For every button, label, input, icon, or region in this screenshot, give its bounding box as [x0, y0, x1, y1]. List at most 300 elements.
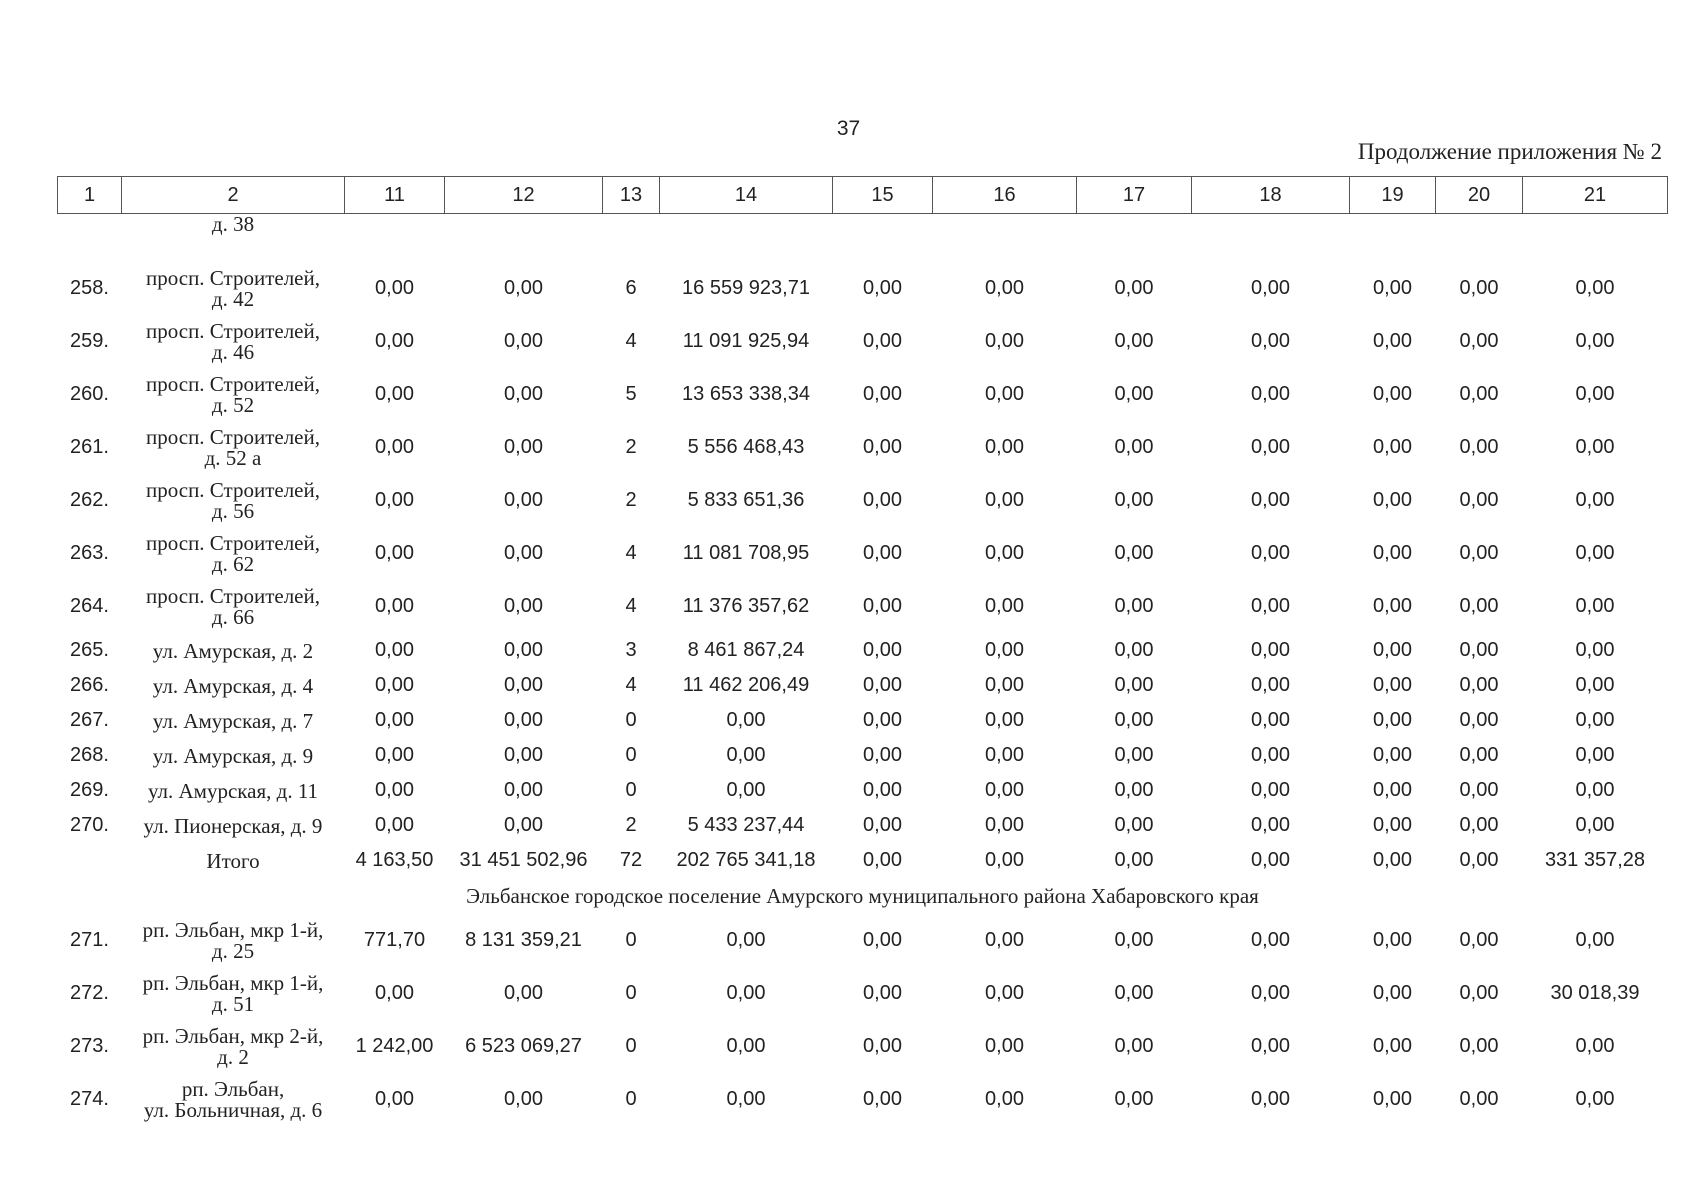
value-cell: 8 131 359,21 [465, 929, 582, 951]
value-cell: 2 [625, 489, 637, 511]
value-cell: 0,00 [1459, 1035, 1499, 1057]
value-cell: 0,00 [1575, 277, 1615, 299]
value-cell: 0,00 [1459, 595, 1499, 617]
value-cell: 0,00 [1114, 779, 1154, 801]
value-cell: 0,00 [1251, 814, 1290, 836]
value-cell: 0,00 [1251, 709, 1290, 731]
value-cell: 0,00 [985, 929, 1024, 951]
address-line: ул. Пионерская, д. 9 [143, 813, 323, 838]
total-value-cell: 0,00 [985, 849, 1024, 871]
value-cell: 13 653 338,34 [682, 383, 810, 405]
value-cell: 30 018,39 [1550, 982, 1640, 1004]
address-line: ул. Больничная, д. 6 [143, 1097, 323, 1122]
value-cell: 0,00 [375, 639, 414, 661]
value-cell: 0,00 [1251, 436, 1290, 458]
value-cell: 0,00 [863, 639, 902, 661]
value-cell: 0,00 [504, 595, 543, 617]
value-cell: 0,00 [1575, 595, 1615, 617]
value-cell: 0,00 [1459, 542, 1499, 564]
total-value-cell: 72 [619, 849, 643, 871]
table-row [58, 421, 1668, 474]
value-cell: 0,00 [375, 674, 414, 696]
value-cell: 3 [625, 639, 637, 661]
value-cell: 0,00 [504, 779, 543, 801]
value-cell: 0,00 [1575, 436, 1615, 458]
value-cell: 0,00 [1459, 779, 1499, 801]
value-cell: 11 376 357,62 [682, 595, 810, 617]
address-cell [122, 315, 345, 368]
value-cell: 2 [625, 814, 637, 836]
table-row [58, 527, 1668, 580]
value-cell: 0,00 [375, 709, 414, 731]
value-cell: 0,00 [1373, 744, 1412, 766]
value-cell: 5 433 237,44 [687, 814, 805, 836]
column-header: 17 [1077, 177, 1192, 214]
value-cell: 0,00 [1459, 277, 1499, 299]
value-cell: 0,00 [1373, 436, 1412, 458]
address-cell [122, 668, 345, 703]
value-cell: 0,00 [1251, 542, 1290, 564]
total-value-cell: 4 163,50 [355, 849, 434, 871]
value-cell: 0,00 [375, 436, 414, 458]
table-row [58, 808, 1668, 843]
address-cell [122, 262, 345, 315]
value-cell: 0,00 [504, 1088, 543, 1110]
row-number: 260. [70, 383, 109, 405]
row-number: 262. [70, 489, 109, 511]
value-cell: 0,00 [1114, 595, 1154, 617]
value-cell: 0,00 [863, 929, 902, 951]
address-cell [122, 633, 345, 668]
value-cell: 0,00 [1251, 1035, 1290, 1057]
value-cell: 0,00 [1251, 779, 1290, 801]
total-value-cell: 31 451 502,96 [459, 849, 588, 871]
table-row [58, 1073, 1668, 1126]
address-line: д. 42 [211, 286, 255, 311]
value-cell: 4 [625, 595, 637, 617]
value-cell: 0,00 [1575, 330, 1615, 352]
address-line: ул. Амурская, д. 2 [152, 638, 314, 663]
table-row [58, 633, 1668, 668]
column-header: 14 [660, 177, 833, 214]
value-cell: 0,00 [1459, 744, 1499, 766]
value-cell: 4 [625, 674, 637, 696]
value-cell: 0,00 [1459, 330, 1499, 352]
row-number: 272. [70, 982, 109, 1004]
value-cell: 0,00 [1373, 779, 1412, 801]
row-number: 268. [70, 744, 109, 766]
value-cell: 0,00 [1114, 814, 1154, 836]
value-cell: 0,00 [375, 277, 414, 299]
value-cell: 0,00 [1114, 674, 1154, 696]
total-value-cell: 331 357,28 [1544, 849, 1646, 871]
value-cell: 0,00 [1114, 383, 1154, 405]
value-cell: 0,00 [1459, 929, 1499, 951]
address-line: д. 2 [217, 1044, 249, 1069]
value-cell: 0,00 [1575, 1088, 1615, 1110]
value-cell: 0,00 [726, 1035, 766, 1057]
row-number: 271. [70, 929, 109, 951]
value-cell: 0,00 [1459, 639, 1499, 661]
value-cell: 0,00 [863, 277, 902, 299]
value-cell: 0,00 [863, 595, 902, 617]
value-cell: 0,00 [504, 383, 543, 405]
row-number: 274. [70, 1088, 109, 1110]
table-row [58, 315, 1668, 368]
value-cell: 0,00 [863, 436, 902, 458]
address-cell: д. 38 [211, 212, 255, 236]
table-row [58, 914, 1668, 967]
row-number: 264. [70, 595, 109, 617]
value-cell: 0,00 [1373, 330, 1412, 352]
value-cell: 0,00 [1575, 814, 1615, 836]
appendix-continuation-heading: Продолжение приложения № 2 [1357, 139, 1662, 164]
value-cell: 0,00 [504, 674, 543, 696]
column-header: 11 [345, 177, 445, 214]
address-line: просп. Строителей, [145, 265, 320, 290]
column-header: 19 [1350, 177, 1436, 214]
value-cell: 0,00 [985, 542, 1024, 564]
value-cell: 0,00 [985, 1088, 1024, 1110]
table-row [58, 1020, 1668, 1073]
value-cell: 0,00 [1459, 383, 1499, 405]
row-number: 265. [70, 639, 109, 661]
row-number: 259. [70, 330, 109, 352]
value-cell: 0,00 [1373, 982, 1412, 1004]
value-cell: 0,00 [985, 383, 1024, 405]
column-header: 13 [603, 177, 660, 214]
value-cell: 0,00 [726, 709, 766, 731]
row-number: 267. [70, 709, 109, 731]
column-header: 12 [445, 177, 603, 214]
table-row [58, 368, 1668, 421]
value-cell: 8 461 867,24 [687, 639, 805, 661]
value-cell: 0,00 [1575, 639, 1615, 661]
value-cell: 5 833 651,36 [687, 489, 805, 511]
value-cell: 0 [625, 982, 637, 1004]
value-cell: 6 [625, 277, 637, 299]
value-cell: 0,00 [863, 383, 902, 405]
value-cell: 0,00 [1575, 542, 1615, 564]
address-cell [122, 368, 345, 421]
value-cell: 0,00 [1114, 489, 1154, 511]
address-cell [122, 527, 345, 580]
value-cell: 0,00 [863, 709, 902, 731]
column-header: 2 [122, 177, 345, 214]
address-cell [122, 967, 345, 1020]
column-header: 16 [933, 177, 1077, 214]
total-value-cell: 0,00 [1114, 849, 1154, 871]
address-cell [122, 1020, 345, 1073]
address-cell [122, 703, 345, 738]
value-cell: 0,00 [1114, 709, 1154, 731]
value-cell: 0,00 [504, 639, 543, 661]
value-cell: 0,00 [1114, 277, 1154, 299]
value-cell: 0,00 [1114, 639, 1154, 661]
address-line: ул. Амурская, д. 11 [147, 778, 319, 803]
value-cell: 0,00 [726, 982, 766, 1004]
column-header: 18 [1192, 177, 1350, 214]
appendix-table [57, 176, 1668, 1126]
total-value-cell: 0,00 [1459, 849, 1499, 871]
value-cell: 0,00 [504, 330, 543, 352]
value-cell: 0,00 [1459, 436, 1499, 458]
value-cell: 0,00 [1251, 489, 1290, 511]
value-cell: 0,00 [1251, 595, 1290, 617]
address-line: д. 62 [211, 551, 255, 576]
table-row [58, 738, 1668, 773]
table-row [58, 967, 1668, 1020]
address-cell [122, 773, 345, 808]
address-line: просп. Строителей, [145, 318, 320, 343]
row-number: 273. [70, 1035, 109, 1057]
column-header: 20 [1436, 177, 1523, 214]
value-cell: 0,00 [985, 674, 1024, 696]
row-number: 263. [70, 542, 109, 564]
value-cell: 0,00 [1114, 929, 1154, 951]
empty-cell [58, 214, 122, 263]
row-number: 261. [70, 436, 109, 458]
value-cell: 5 556 468,43 [687, 436, 805, 458]
value-cell: 0,00 [1575, 383, 1615, 405]
table-row [58, 703, 1668, 738]
table-row [58, 580, 1668, 633]
value-cell: 0,00 [1114, 982, 1154, 1004]
value-cell: 0,00 [1459, 674, 1499, 696]
value-cell: 0,00 [1373, 277, 1412, 299]
value-cell: 0,00 [1114, 1035, 1154, 1057]
value-cell: 0,00 [1459, 814, 1499, 836]
value-cell: 11 091 925,94 [682, 330, 810, 352]
value-cell: 0,00 [504, 982, 543, 1004]
value-cell: 0,00 [985, 595, 1024, 617]
address-line: ул. Амурская, д. 7 [152, 708, 314, 733]
value-cell: 0,00 [1114, 330, 1154, 352]
value-cell: 0,00 [1251, 674, 1290, 696]
value-cell: 0,00 [1459, 709, 1499, 731]
address-line: рп. Эльбан, мкр 2-й, [142, 1023, 324, 1048]
row-number: 270. [70, 814, 109, 836]
column-number-header [58, 177, 1668, 214]
value-cell: 0,00 [863, 814, 902, 836]
value-cell: 0,00 [504, 436, 543, 458]
value-cell: 0,00 [1373, 814, 1412, 836]
row-number: 269. [70, 779, 109, 801]
value-cell: 0,00 [1575, 1035, 1615, 1057]
value-cell: 16 559 923,71 [682, 277, 810, 299]
table-row [58, 474, 1668, 527]
value-cell: 0,00 [375, 595, 414, 617]
value-cell: 0,00 [504, 709, 543, 731]
value-cell: 0,00 [863, 489, 902, 511]
continued-row [58, 214, 1668, 263]
section-row [58, 878, 1668, 914]
empty-cell [58, 843, 122, 878]
value-cell: 0,00 [985, 744, 1024, 766]
value-cell: 0 [625, 929, 637, 951]
value-cell: 0,00 [375, 542, 414, 564]
value-cell: 0,00 [1373, 383, 1412, 405]
value-cell: 0,00 [985, 779, 1024, 801]
value-cell: 0,00 [1114, 1088, 1154, 1110]
address-line: рп. Эльбан, мкр 1-й, [142, 970, 324, 995]
row-number: 266. [70, 674, 109, 696]
address-cell [122, 808, 345, 843]
value-cell: 0 [625, 1088, 637, 1110]
value-cell: 0,00 [863, 542, 902, 564]
value-cell: 0,00 [1251, 639, 1290, 661]
value-cell: 0,00 [863, 744, 902, 766]
value-cell: 0,00 [1575, 674, 1615, 696]
value-cell: 0,00 [375, 744, 414, 766]
value-cell: 0,00 [1459, 489, 1499, 511]
value-cell: 0,00 [375, 383, 414, 405]
address-line: д. 51 [211, 991, 255, 1016]
address-cell [122, 914, 345, 967]
column-header: 15 [833, 177, 933, 214]
value-cell: 0,00 [1114, 744, 1154, 766]
value-cell: 0,00 [726, 929, 766, 951]
value-cell: 0,00 [863, 779, 902, 801]
value-cell: 0,00 [985, 277, 1024, 299]
address-line: д. 66 [211, 604, 255, 629]
value-cell: 0,00 [1575, 779, 1615, 801]
value-cell: 0,00 [1373, 709, 1412, 731]
column-header: 1 [58, 177, 122, 214]
value-cell: 0,00 [504, 814, 543, 836]
address-line: д. 52 а [204, 445, 262, 470]
value-cell: 0,00 [726, 779, 766, 801]
value-cell: 0,00 [1575, 929, 1615, 951]
value-cell: 0,00 [1373, 595, 1412, 617]
page-number: 37 [836, 117, 861, 140]
value-cell: 0,00 [1251, 982, 1290, 1004]
value-cell: 0,00 [1575, 489, 1615, 511]
address-line: просп. Строителей, [145, 371, 320, 396]
value-cell: 0,00 [1373, 1088, 1412, 1110]
address-line: просп. Строителей, [145, 424, 320, 449]
table-row [58, 773, 1668, 808]
value-cell: 0,00 [1459, 1088, 1499, 1110]
value-cell: 0 [625, 744, 637, 766]
value-cell: 6 523 069,27 [465, 1035, 582, 1057]
address-line: просп. Строителей, [145, 530, 320, 555]
value-cell: 0,00 [1251, 383, 1290, 405]
value-cell: 0,00 [1114, 542, 1154, 564]
value-cell: 0,00 [985, 1035, 1024, 1057]
value-cell: 0,00 [504, 744, 543, 766]
total-value-cell: 202 765 341,18 [676, 849, 816, 871]
value-cell: 0,00 [504, 542, 543, 564]
value-cell: 0,00 [1575, 744, 1615, 766]
value-cell: 0,00 [863, 982, 902, 1004]
address-cell [122, 421, 345, 474]
value-cell: 771,70 [363, 929, 426, 951]
table-row [58, 262, 1668, 315]
value-cell: 0,00 [985, 982, 1024, 1004]
value-cell: 0,00 [1373, 1035, 1412, 1057]
value-cell: 0,00 [1251, 277, 1290, 299]
value-cell: 0,00 [863, 1035, 902, 1057]
value-cell: 0,00 [1373, 542, 1412, 564]
value-cell: 0 [625, 1035, 637, 1057]
value-cell: 0,00 [1575, 709, 1615, 731]
value-cell: 0,00 [375, 1088, 414, 1110]
address-line: ул. Амурская, д. 9 [152, 743, 314, 768]
value-cell: 0,00 [375, 779, 414, 801]
value-cell: 0,00 [863, 674, 902, 696]
address-cell [122, 474, 345, 527]
address-line: д. 52 [211, 392, 255, 417]
value-cell: 0,00 [375, 489, 414, 511]
value-cell: 0,00 [375, 982, 414, 1004]
table-row [58, 668, 1668, 703]
address-line: рп. Эльбан, мкр 1-й, [142, 917, 324, 942]
value-cell: 0,00 [1373, 674, 1412, 696]
total-value-cell: 0,00 [863, 849, 902, 871]
table-body [58, 214, 1668, 1127]
value-cell: 0,00 [1373, 489, 1412, 511]
value-cell: 1 242,00 [355, 1035, 434, 1057]
value-cell: 0,00 [375, 330, 414, 352]
value-cell: 0,00 [1251, 744, 1290, 766]
address-line: д. 56 [211, 498, 255, 523]
total-row [58, 843, 1668, 878]
value-cell: 11 081 708,95 [682, 542, 810, 564]
value-cell: 11 462 206,49 [682, 674, 810, 696]
value-cell: 0,00 [504, 277, 543, 299]
value-cell: 0,00 [1373, 929, 1412, 951]
value-cell: 4 [625, 542, 637, 564]
value-cell: 0,00 [1251, 1088, 1290, 1110]
address-line: д. 25 [211, 938, 255, 963]
value-cell: 0,00 [1251, 929, 1290, 951]
value-cell: 0,00 [985, 639, 1024, 661]
address-cell [122, 738, 345, 773]
row-number: 258. [70, 277, 109, 299]
value-cell: 0,00 [985, 489, 1024, 511]
address-line: просп. Строителей, [145, 583, 320, 608]
value-cell: 0,00 [726, 744, 766, 766]
value-cell: 0,00 [726, 1088, 766, 1110]
value-cell: 0,00 [985, 709, 1024, 731]
total-value-cell: 0,00 [1373, 849, 1412, 871]
address-line: рп. Эльбан, [181, 1076, 285, 1101]
address-line: просп. Строителей, [145, 477, 320, 502]
value-cell: 0,00 [985, 330, 1024, 352]
value-cell: 0 [625, 779, 637, 801]
value-cell: 0,00 [504, 489, 543, 511]
value-cell: 0,00 [985, 814, 1024, 836]
value-cell: 4 [625, 330, 637, 352]
total-label: Итого [206, 848, 260, 873]
value-cell: 0,00 [1459, 982, 1499, 1004]
value-cell: 0 [625, 709, 637, 731]
section-caption: Эльбанское городское поселение Амурского муниципального района Хабаровского края [466, 883, 1259, 908]
address-cell [122, 580, 345, 633]
value-cell: 0,00 [863, 1088, 902, 1110]
value-cell: 0,00 [985, 436, 1024, 458]
empty-cell [345, 214, 1668, 263]
value-cell: 0,00 [375, 814, 414, 836]
value-cell: 0,00 [1114, 436, 1154, 458]
value-cell: 0,00 [1251, 330, 1290, 352]
value-cell: 2 [625, 436, 637, 458]
value-cell: 0,00 [863, 330, 902, 352]
address-line: ул. Амурская, д. 4 [152, 673, 314, 698]
total-value-cell: 0,00 [1251, 849, 1290, 871]
value-cell: 0,00 [1373, 639, 1412, 661]
